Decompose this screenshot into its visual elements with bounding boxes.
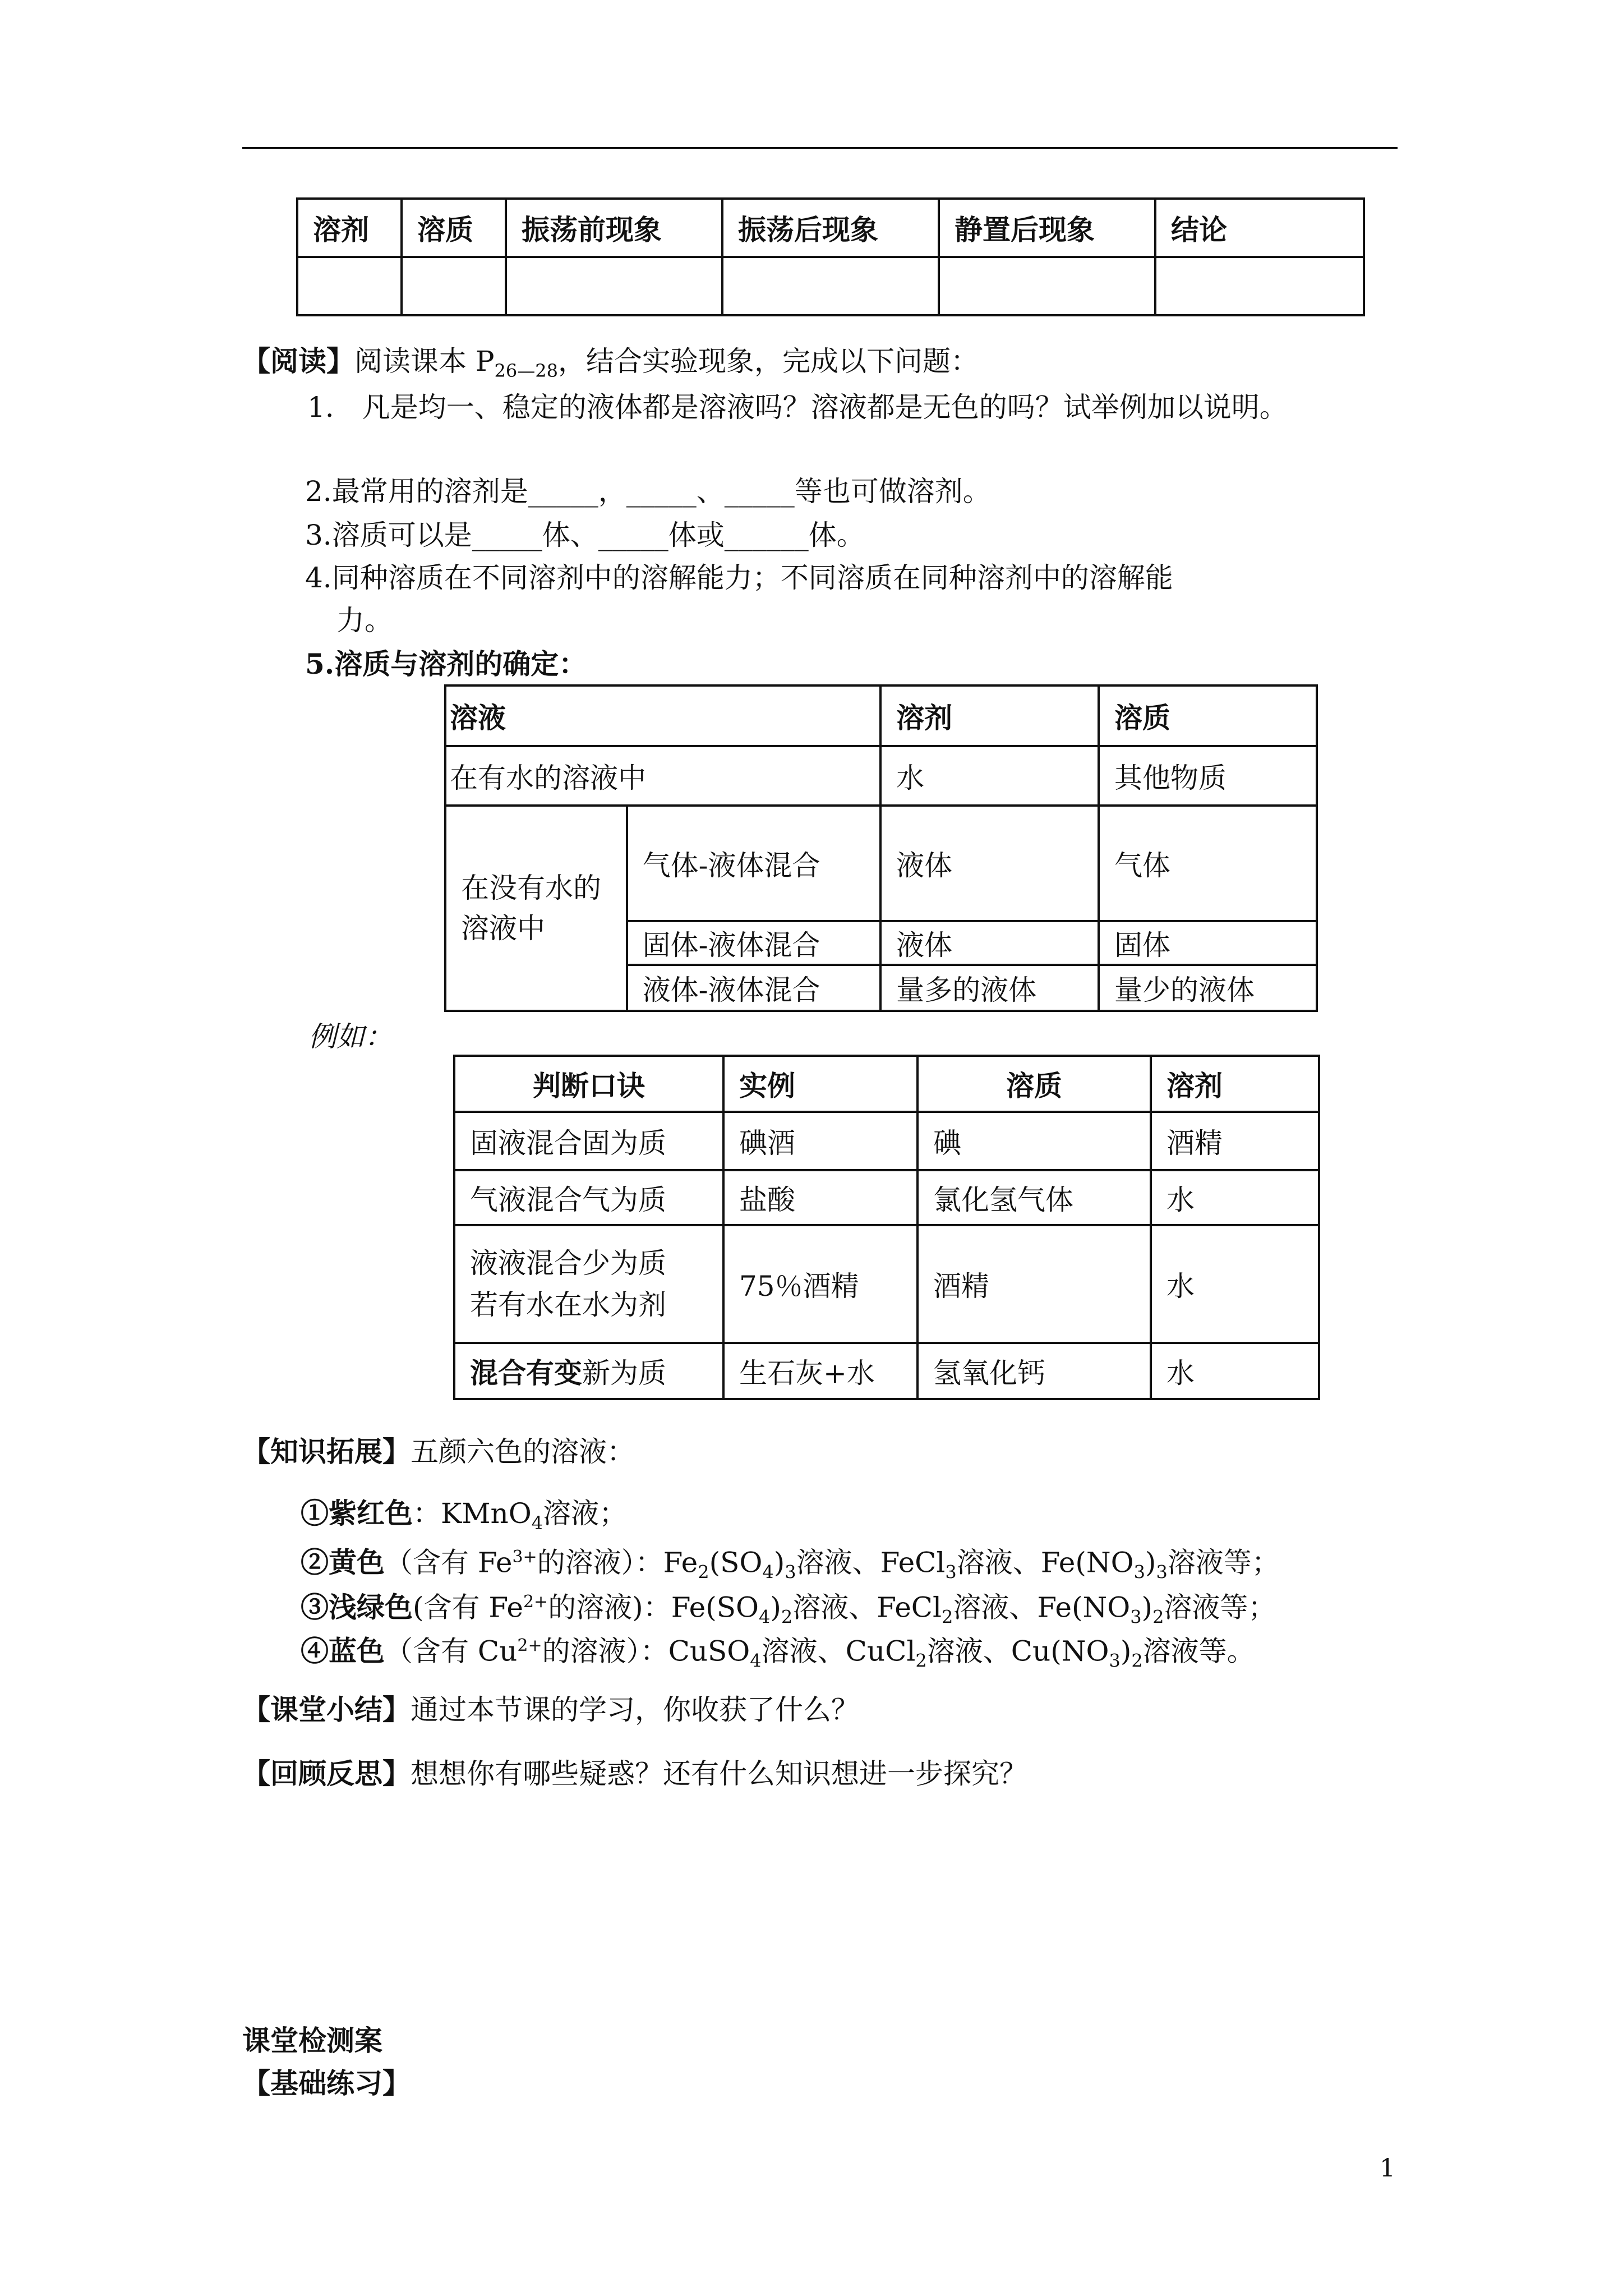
table-cell: 水 [1151,1343,1319,1399]
table-cell: 量少的液体 [1099,965,1317,1011]
question-2: 2.最常用的溶剂是_____，_____、_____等也可做溶剂。 [305,475,991,508]
header-cell: 判断口诀 [454,1056,723,1112]
judgment-table [453,1055,1320,1400]
table-cell: 量多的液体 [880,965,1099,1011]
table-cell: 在有水的溶液中 [445,746,880,806]
extension-heading: 【知识拓展】五颜六色的溶液： [242,1435,635,1468]
table-row [454,1112,1319,1170]
test-title: 课堂检测案 [242,2024,382,2057]
table-row [445,806,1317,921]
table-cell: 气液混合气为质 [454,1170,723,1225]
table-cell: 其他物质 [1099,746,1317,806]
example-label: 例如： [308,1020,393,1053]
table-cell: 气体 [1099,806,1317,921]
question-4-continued: 力。 [336,604,393,637]
header-cell: 振荡后现象 [722,199,939,257]
color-purple: ①紫红色：KMnO$_4$溶液； [301,1497,628,1534]
header-cell: 实例 [723,1056,917,1112]
table-cell: 固体-液体混合 [627,921,880,965]
table-cell: 水 [880,746,1099,806]
experiment-table [296,197,1365,316]
table-row [297,199,1364,257]
table-cell: 固体 [1099,921,1317,965]
question-5: 5.溶质与溶剂的确定： [305,647,587,680]
table-cell: 液体-液体混合 [627,965,880,1011]
empty-cell[interactable] [722,257,939,315]
summary-tag: 【课堂小结】 [242,1693,411,1726]
question-3: 3.溶质可以是_____体、_____体或______体。 [305,519,865,551]
table-cell: 液体 [880,806,1099,921]
header-cell: 溶质 [402,199,506,257]
table-row [454,1343,1319,1399]
empty-cell[interactable] [1155,257,1364,315]
table-cell: 生石灰+水 [723,1343,917,1399]
basic-practice-heading: 【基础练习】 [242,2067,411,2100]
header-rule [242,147,1398,149]
reading-intro: 【阅读】阅读课本 $P_{26—28}$，结合实验现象，完成以下问题： [242,344,979,381]
table-row [454,1170,1319,1225]
extension-tag: 【知识拓展】 [242,1435,411,1468]
header-cell: 静置后现象 [939,199,1155,257]
table-cell: 盐酸 [723,1170,917,1225]
table-cell: 酒精 [917,1225,1151,1343]
reflection: 【回顾反思】想想你有哪些疑惑？还有什么知识想进一步探究？ [242,1757,1027,1790]
group-cell: 在没有水的溶液中 [445,806,627,1011]
reflection-tag: 【回顾反思】 [242,1757,411,1790]
table-cell: 碘 [917,1112,1151,1170]
table-cell: 气体-液体混合 [627,806,880,921]
header-cell: 溶质 [917,1056,1151,1112]
color-light-green: ③浅绿色(含有 $Fe^{2+}$的溶液)：$Fe(SO_4)_2$溶液、FeCl$_2$溶液、$Fe(NO_3)_2$溶液等； [301,1590,1276,1628]
table-row [454,1056,1319,1112]
table-cell: 酒精 [1151,1112,1319,1170]
solute-solvent-table [444,684,1318,1012]
table-cell: 水 [1151,1170,1319,1225]
header-cell: 振荡前现象 [506,199,722,257]
table-cell: 氢氧化钙 [917,1343,1151,1399]
header-cell: 溶液 [445,685,880,746]
reading-tag: 【阅读】 [242,344,354,378]
empty-cell[interactable] [297,257,402,315]
header-cell: 溶质 [1099,685,1317,746]
table-cell: 混合有变新为质 [454,1343,723,1399]
page-number: 1 [1380,2154,1395,2183]
header-cell: 溶剂 [1151,1056,1319,1112]
header-cell: 结论 [1155,199,1364,257]
color-blue: ④蓝色（含有 $Cu^{2+}$的溶液）：CuSO$_4$溶液、CuCl$_2$溶液、$Cu(NO_3)_2$溶液等。 [301,1634,1255,1672]
summary: 【课堂小结】通过本节课的学习，你收获了什么？ [242,1693,859,1726]
header-cell: 溶剂 [297,199,402,257]
empty-cell[interactable] [402,257,506,315]
table-row [445,746,1317,806]
question-1: 1. 凡是均一、稳定的液体都是溶液吗？溶液都是无色的吗？试举例加以说明。 [307,391,1288,424]
table-cell: 液体 [880,921,1099,965]
table-cell: 75％酒精 [723,1225,917,1343]
table-cell: 氯化氢气体 [917,1170,1151,1225]
table-row [454,1225,1319,1343]
empty-cell[interactable] [939,257,1155,315]
empty-cell[interactable] [506,257,722,315]
table-cell: 碘酒 [723,1112,917,1170]
table-cell: 水 [1151,1225,1319,1343]
table-row [297,257,1364,315]
table-cell: 固液混合固为质 [454,1112,723,1170]
table-row [445,685,1317,746]
question-4: 4.同种溶质在不同溶剂中的溶解能力；不同溶质在同种溶剂中的溶解能 [305,562,1173,594]
table-cell: 液液混合少为质 若有水在水为剂 [454,1225,723,1343]
color-yellow: ②黄色（含有 $Fe^{3+}$的溶液）：$Fe_2(SO_4)_3$溶液、FeCl$_3$溶液、$Fe(NO_3)_3$溶液等； [301,1545,1280,1583]
header-cell: 溶剂 [880,685,1099,746]
